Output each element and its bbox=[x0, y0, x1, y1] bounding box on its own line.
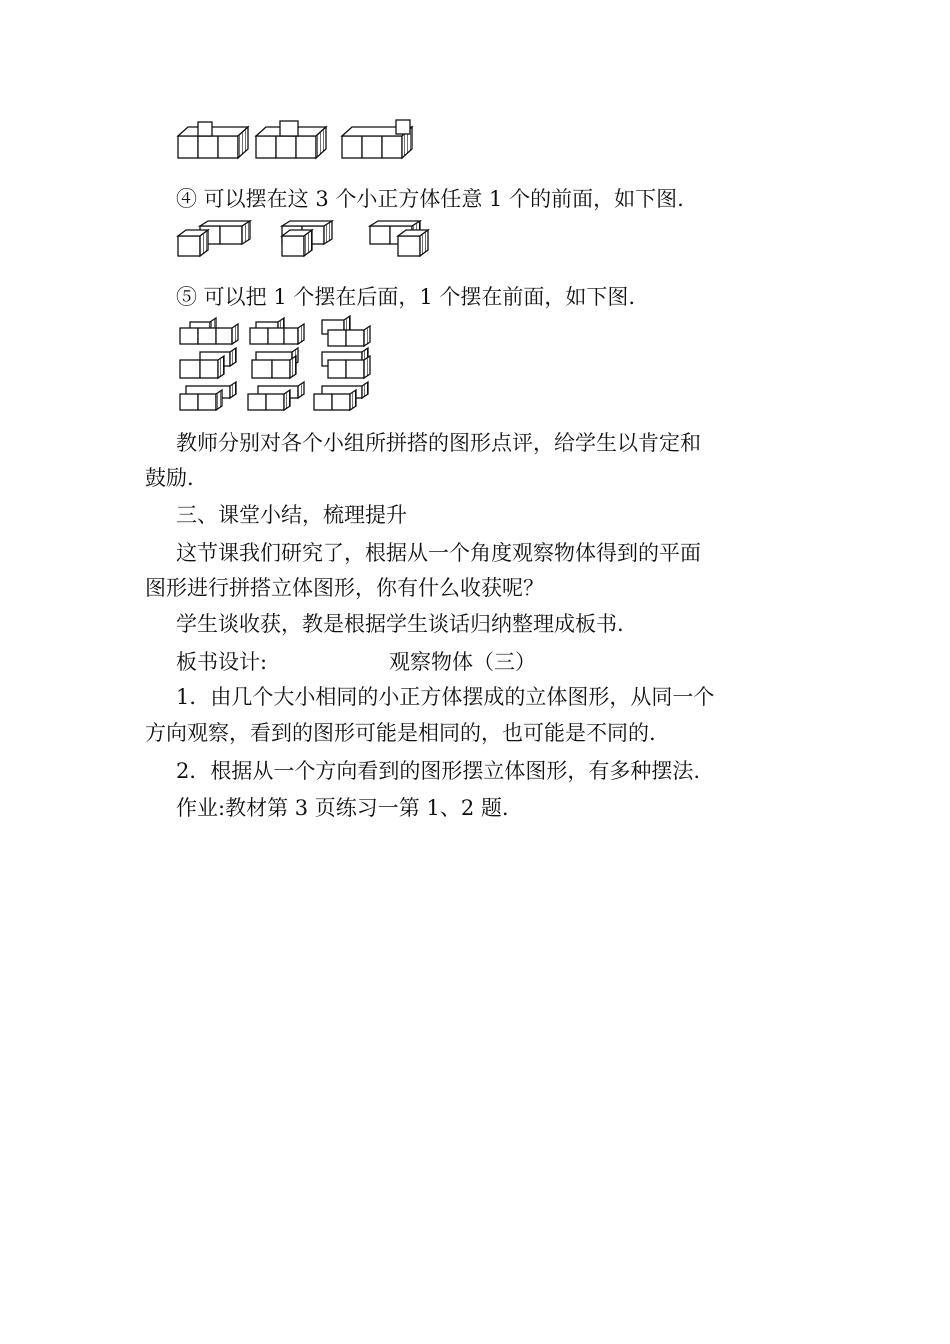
point-1-line-1: 1．由几个大小相同的小正方体摆成的立体图形，从同一个 bbox=[176, 685, 715, 709]
cube-figure-2a bbox=[178, 221, 250, 256]
section-3-heading: 三、课堂小结，梳理提升 bbox=[176, 503, 407, 527]
board-design-label: 板书设计: bbox=[176, 650, 268, 674]
point-1-line-2: 方向观察，看到的图形可能是相同的，也可能是不同的. bbox=[145, 721, 656, 745]
point-2-text: 2．根据从一个方向看到的图形摆立体图形，有多种摆法. bbox=[176, 759, 701, 783]
cube-figure-3-r1c1 bbox=[180, 318, 238, 344]
cube-figure-2b bbox=[282, 221, 332, 256]
cube-figure-3-r2c2 bbox=[252, 348, 298, 378]
cube-figure-1b bbox=[256, 121, 326, 158]
student-share-text: 学生谈收获，教是根据学生谈话归纳整理成板书. bbox=[176, 612, 624, 636]
summary-line-2: 图形进行拼搭立体图形，你有什么收获呢？ bbox=[145, 576, 544, 600]
homework-text: 作业:教材第 3 页练习一第 1、2 题. bbox=[176, 796, 509, 820]
cube-figure-1c bbox=[342, 120, 412, 158]
figure-grid bbox=[172, 316, 382, 414]
teacher-comment-line-2: 鼓励. bbox=[145, 466, 194, 490]
teacher-comment-line-1: 教师分别对各个小组所拼搭的图形点评，给学生以肯定和 bbox=[176, 431, 701, 455]
cube-figure-3-r1c2 bbox=[250, 318, 304, 344]
figure-row-1 bbox=[170, 118, 430, 164]
cube-figure-3-r1c3 bbox=[322, 316, 370, 346]
cube-figure-3-r3c2 bbox=[248, 382, 304, 410]
cube-figure-3-r3c3 bbox=[314, 382, 368, 410]
cube-figure-2c bbox=[370, 221, 428, 256]
cube-figure-3-r2c3 bbox=[322, 348, 370, 378]
cube-figure-1a bbox=[178, 122, 248, 158]
cube-figure-3-r3c1 bbox=[180, 382, 236, 410]
step-5-text: ⑤ 可以把 1 个摆在后面，1 个摆在前面，如下图. bbox=[176, 285, 636, 309]
summary-line-1: 这节课我们研究了，根据从一个角度观察物体得到的平面 bbox=[176, 541, 701, 565]
figure-row-2 bbox=[170, 218, 440, 262]
cube-figure-3-r2c1 bbox=[180, 348, 236, 378]
step-4-text: ④ 可以摆在这 3 个小正方体任意 1 个的前面，如下图. bbox=[176, 187, 684, 211]
board-design-title: 观察物体（三） bbox=[389, 650, 536, 674]
